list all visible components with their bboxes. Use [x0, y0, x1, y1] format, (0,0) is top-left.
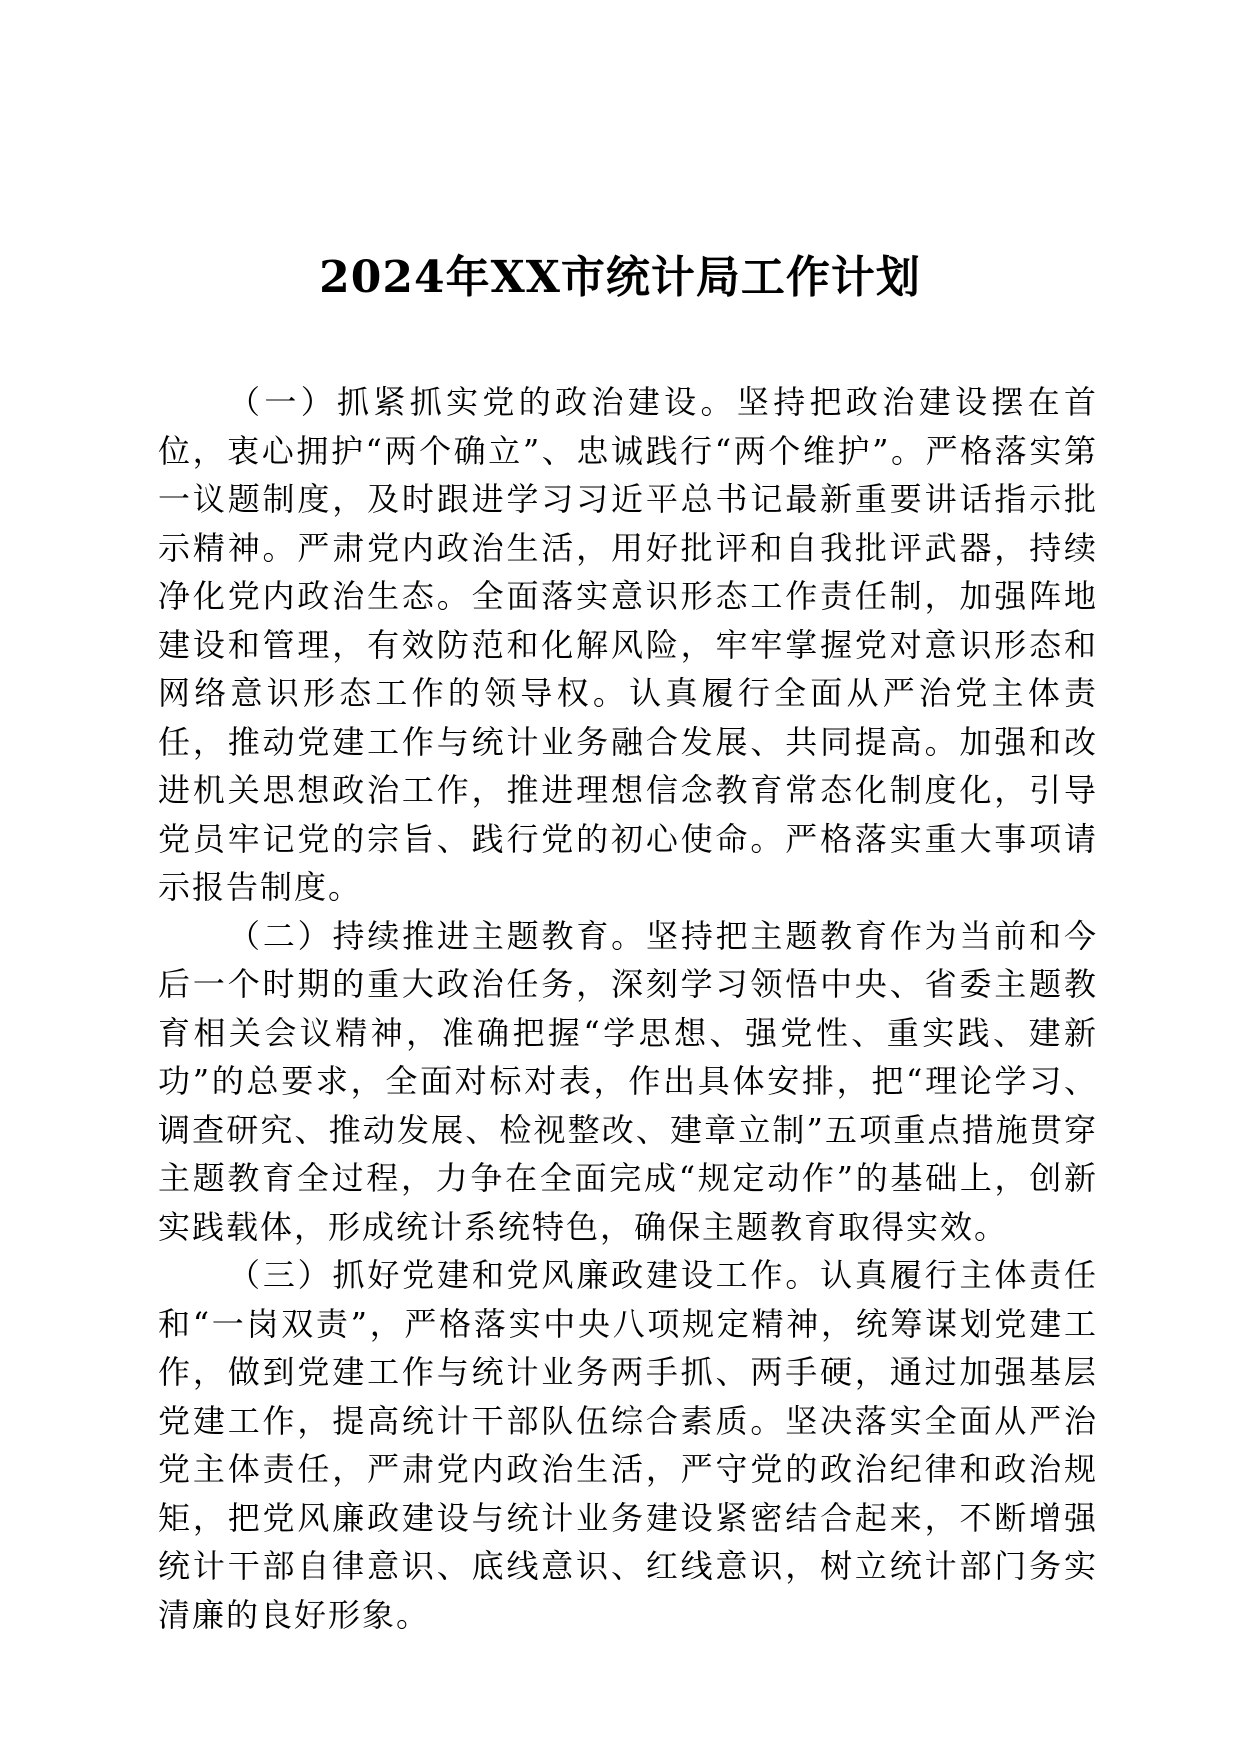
document-body — [158, 378, 1098, 1639]
section-paragraph-3 — [158, 1251, 1098, 1639]
section-paragraph-2 — [158, 912, 1098, 1252]
section-heading-1: （一）抓紧抓实党的政治建设。 — [228, 383, 737, 421]
section-body-1: 坚持把政治建设摆在首位，衷心拥护“两个确立”、忠诚践行“两个维护”。严格落实第一议题制度，及时跟进学习习近平总书记最新重要讲话指示批示精神。严肃党内政治生活，用好批评和自我批评武器，持续净化党内政治生态。全面落实意识形态工作责任制，加强阵地建设和管理，有效防范和化解风险，牢牢掌握党对意识形态和网络意识形态工作的领导权。认真履行全面从严治党主体责任，推动党建工作与统计业务融合发展、共同提高。加强和改进机关思想政治工作，推进理想信念教育常态化制度化，引导党员牢记党的宗旨、践行党的初心使命。严格落实重大事项请示报告制度。 — [158, 383, 1098, 906]
section-paragraph-1 — [158, 378, 1098, 912]
section-body-2: 坚持把主题教育作为当前和今后一个时期的重大政治任务，深刻学习领悟中央、省委主题教育相关会议精神，准确把握“学思想、强党性、重实践、建新功”的总要求，全面对标对表，作出具体安排，把“理论学习、调查研究、推动发展、检视整改、建章立制”五项重点措施贯穿主题教育全过程，力争在全面完成“规定动作”的基础上，创新实践载体，形成统计系统特色，确保主题教育取得实效。 — [158, 916, 1098, 1246]
section-heading-2: （二）持续推进主题教育。 — [228, 916, 646, 955]
section-body-3: 认真履行主体责任和“一岗双责”，严格落实中央八项规定精神，统筹谋划党建工作，做到党建工作与统计业务两手抓、两手硬，通过加强基层党建工作，提高统计干部队伍综合素质。坚决落实全面从严治党主体责任，严肃党内政治生活，严守党的政治纪律和政治规矩，把党风廉政建设与统计业务建设紧密结合起来，不断增强统计干部自律意识、底线意识、红线意识，树立统计部门务实清廉的良好形象。 — [158, 1256, 1098, 1634]
section-heading-3: （三）抓好党建和党风廉政建设工作。 — [228, 1256, 821, 1294]
document-title: 2024年XX市统计局工作计划 — [319, 252, 921, 303]
